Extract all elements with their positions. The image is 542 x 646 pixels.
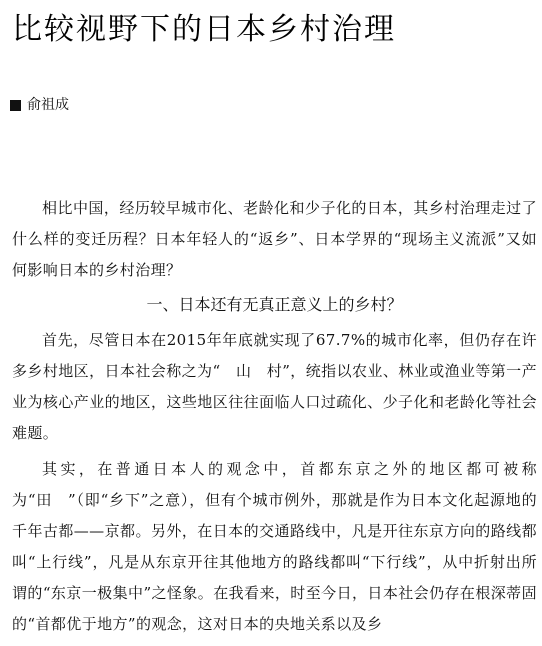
- article-body: [12, 193, 537, 645]
- author-name: 俞祖成: [27, 97, 69, 113]
- section-heading: 一、日本还有无真正意义上的乡村？: [146, 295, 403, 314]
- section-paragraph-2: 其实，在普通日本人的观念中，首都东京之外的地区都可被称为“田 ”（即“乡下”之意），但有个城市例外，那就是作为日本文化起源地的千年古都——京都。另外，在日本的交通路线中，凡是开往东京方向的路线都叫“上行线”，凡是从东京开往其他地方的路线都叫“下行线”，从中折射出所谓的“东京一极集中”之怪象。在我看来，时至今日，日本社会仍存在根深蒂固的“首都优于地方”的观念，这对日本的央地关系以及乡: [12, 460, 537, 633]
- intro-paragraph: 相比中国，经历较早城市化、老龄化和少子化的日本，其乡村治理走过了什么样的变迁历程？日本年轻人的“返乡”、日本学界的“现场主义流派”又如何影响日本的乡村治理？: [12, 199, 537, 279]
- section-paragraph-1: 首先，尽管日本在2015年年底就实现了67.7%的城市化率，但仍存在许多乡村地区，日本社会称之为“ 山 村”，统指以农业、林业或渔业等第一产业为核心产业的地区，这些地区往往面临人口过疏化、少子化和老龄化等社会难题。: [12, 331, 537, 442]
- author-line: [10, 95, 69, 115]
- square-bullet-icon: [10, 100, 21, 111]
- article-title: 比较视野下的日本乡村治理: [12, 12, 396, 47]
